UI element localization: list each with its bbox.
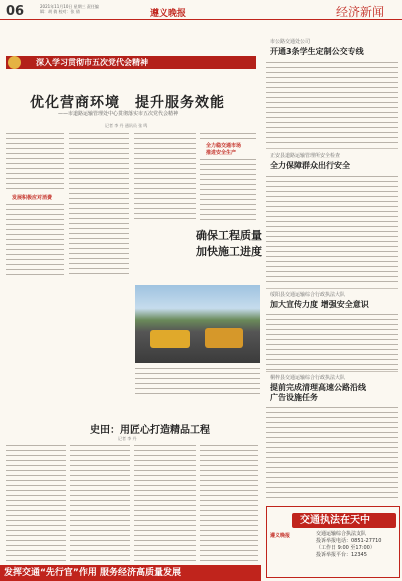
story1-title: 开通3条学生定制公交专线 (270, 47, 364, 56)
story3-title: 加大宣传力度 增强安全意识 (270, 300, 369, 309)
photo-caption (196, 228, 262, 260)
story4-title: 提前完成清理高速公路沿线 (270, 383, 366, 392)
topic-banner-text: 深入学习贯彻市五次党代会精神 (36, 58, 148, 67)
ad-line-3: （工作日 9:00 至17:00） (316, 545, 375, 551)
history-headline: 史田：用匠心打造精品工程 (90, 425, 210, 436)
divider (266, 148, 398, 149)
header-rule (0, 19, 402, 20)
paper-logo: 遵义晚报 (150, 9, 187, 19)
photo-story-text (135, 366, 260, 396)
lead-byline: 记者 李 丹 通讯员 张 鸣 (105, 123, 148, 128)
history-column-4-text (200, 443, 258, 561)
lead-subhead-3: 推进安全生产 (206, 150, 237, 156)
lead-subheadline: ——市道路运输管理处中心贯彻落实市五次党代会精神 (58, 111, 179, 117)
photo-caption-line-2: 加快施工进度 (196, 245, 262, 258)
lead-subhead-2: 全力稳交通市场 (206, 143, 242, 149)
story2-text (266, 174, 398, 286)
history-column-1-text (6, 443, 66, 561)
history-column-3-text (134, 443, 196, 561)
section-title: 经济新闻 (336, 5, 385, 19)
ad-line-1: 交通运输综合执法支队 (316, 531, 367, 537)
road-paving-photo (135, 285, 260, 363)
lead-headline: 优化营商环境 提升服务效能 (30, 95, 225, 111)
ad-line-4: 投诉举报平台：12345 (316, 552, 367, 558)
history-byline: 记者 李 丹 (118, 436, 137, 441)
lead-subhead-1: 发展积极应对消费 (12, 195, 53, 201)
bottom-banner-text: 发挥交通“先行官”作用 服务经济高质量发展 (4, 568, 181, 578)
ad-title: 交通执法在天中 (300, 515, 370, 526)
story4-title-line2: 广告设施任务 (270, 393, 318, 402)
road-roller-image (150, 330, 190, 348)
party-emblem-icon (8, 56, 21, 69)
photo-caption-line-1: 确保工程质量 (196, 229, 262, 242)
ad-info (316, 531, 381, 559)
divider (266, 371, 398, 372)
story4-text (266, 405, 398, 500)
ad-logo: 遵义晚报 (270, 533, 291, 539)
story1-text (266, 60, 398, 145)
story4-kicker: 桐梓县交通运输综合行政执法大队 (270, 375, 346, 381)
issue-meta: 2021年11月10日 星期三 责任编辑：胡 倩 校对：张 倩 (40, 4, 99, 14)
lead-column-1-text (6, 131, 64, 191)
lead-column-4-text (200, 131, 256, 141)
paver-image (205, 328, 243, 348)
history-column-2-text (70, 443, 130, 561)
lead-column-1b-text (6, 202, 64, 278)
story2-title: 全力保障群众出行安全 (270, 161, 350, 170)
story3-text (266, 312, 398, 370)
ad-line-2: 投诉举报电话：0851-27710 (316, 538, 382, 544)
story2-kicker: 正安县道路运输管理所安全检查 (270, 153, 341, 159)
story1-kicker: 市公路交通处公司 (270, 39, 311, 45)
lead-column-3-text (134, 131, 196, 221)
divider (266, 288, 398, 289)
lead-column-4b-text (200, 157, 256, 221)
lead-column-2-text (69, 131, 129, 278)
story3-kicker: 绥阳县交通运输综合行政执法大队 (270, 292, 346, 298)
page-number: 06 (6, 4, 25, 19)
